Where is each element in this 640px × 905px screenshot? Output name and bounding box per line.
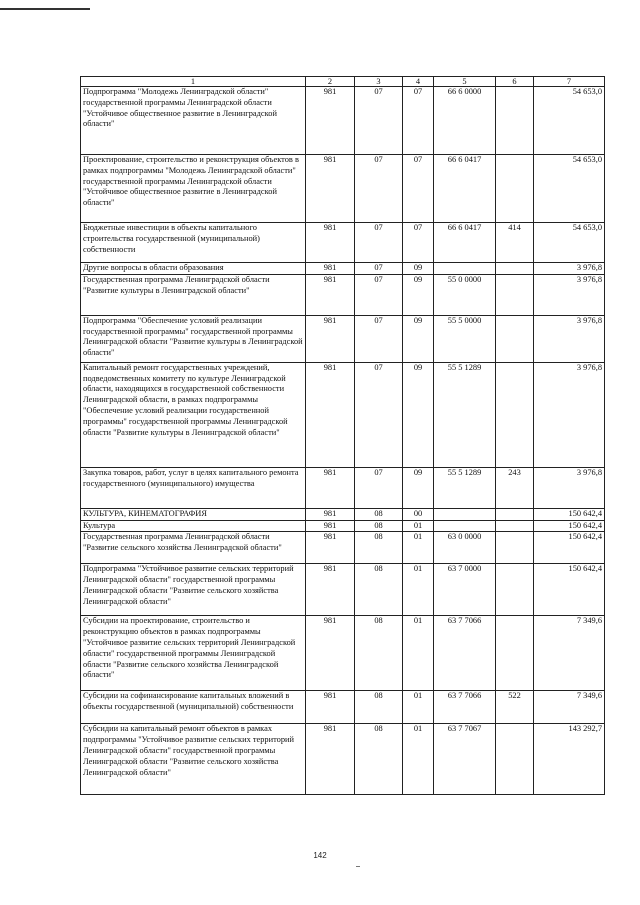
row-amount: 3 976,8 — [534, 274, 605, 315]
row-name: Подпрограмма "Молодежь Ленинградской области" государственной программы Ленинградской области "Устойчивое общественное развитие в Ленинградской области" — [81, 87, 306, 155]
row-expense-type — [496, 274, 534, 315]
row-amount: 3 976,8 — [534, 362, 605, 467]
table-row — [81, 155, 605, 223]
row-name: Субсидии на проектирование, строительство и реконструкцию объектов в рамках подпрограммы "Устойчивое развитие сельских территорий Ленинградской области" государственной программы Ленинградской области "Развитие сельского хозяйства Ленинградской области" — [81, 616, 306, 691]
row-name: Другие вопросы в области образования — [81, 263, 306, 275]
row-subsection: 07 — [403, 223, 434, 263]
row-subsection: 09 — [403, 362, 434, 467]
row-name: Капитальный ремонт государственных учреждений, подведомственных комитету по культуре Ленинградской области, находящихся в государственной собственности Ленинградской области, в рамках подпрограммы "Обеспечение условий реализации государственной программы" государственной программы Ленинградской области "Развитие культуры в Ленинградской области" — [81, 362, 306, 467]
table-row — [81, 691, 605, 724]
row-expense-type: 414 — [496, 223, 534, 263]
row-expense-type: 522 — [496, 691, 534, 724]
table-row — [81, 223, 605, 263]
table-row — [81, 315, 605, 362]
row-subsection: 01 — [403, 532, 434, 564]
row-target-article: 63 7 0000 — [434, 564, 496, 616]
table-row — [81, 724, 605, 795]
row-admin-code: 981 — [306, 467, 355, 508]
row-expense-type — [496, 87, 534, 155]
row-admin-code: 981 — [306, 274, 355, 315]
row-target-article: 63 0 0000 — [434, 532, 496, 564]
row-target-article: 55 0 0000 — [434, 274, 496, 315]
row-section: 08 — [355, 532, 403, 564]
row-amount: 7 349,6 — [534, 691, 605, 724]
row-section: 07 — [355, 274, 403, 315]
row-admin-code: 981 — [306, 564, 355, 616]
row-expense-type — [496, 362, 534, 467]
row-amount: 7 349,6 — [534, 616, 605, 691]
row-admin-code: 981 — [306, 691, 355, 724]
header-col-5: 5 — [434, 77, 496, 87]
row-subsection: 09 — [403, 315, 434, 362]
row-expense-type — [496, 564, 534, 616]
row-subsection: 00 — [403, 508, 434, 520]
row-subsection: 09 — [403, 467, 434, 508]
row-expense-type — [496, 508, 534, 520]
row-amount: 150 642,4 — [534, 520, 605, 532]
row-admin-code: 981 — [306, 616, 355, 691]
row-subsection: 09 — [403, 263, 434, 275]
row-section: 08 — [355, 564, 403, 616]
row-amount: 3 976,8 — [534, 467, 605, 508]
header-col-1: 1 — [81, 77, 306, 87]
row-section: 07 — [355, 87, 403, 155]
row-amount: 143 292,7 — [534, 724, 605, 795]
scan-edge-line — [0, 8, 90, 10]
row-name: Проектирование, строительство и реконструкция объектов в рамках подпрограммы "Молодежь Ленинградской области" государственной программы Ленинградской области "Устойчивое общественное развитие в Ленинградской области" — [81, 155, 306, 223]
table-row — [81, 520, 605, 532]
row-admin-code: 981 — [306, 520, 355, 532]
row-target-article: 55 5 1289 — [434, 467, 496, 508]
row-target-article: 63 7 7066 — [434, 691, 496, 724]
page-number: 142 — [313, 851, 327, 860]
row-amount: 54 653,0 — [534, 155, 605, 223]
table-row — [81, 362, 605, 467]
row-expense-type: 243 — [496, 467, 534, 508]
table-row — [81, 508, 605, 520]
table-row — [81, 467, 605, 508]
row-target-article — [434, 520, 496, 532]
row-subsection: 01 — [403, 724, 434, 795]
row-name: Субсидии на софинансирование капитальных вложений в объекты государственной (муниципальной) собственности — [81, 691, 306, 724]
table-row — [81, 263, 605, 275]
row-subsection: 01 — [403, 691, 434, 724]
row-expense-type — [496, 155, 534, 223]
table-row — [81, 532, 605, 564]
row-amount: 54 653,0 — [534, 87, 605, 155]
row-amount: 3 976,8 — [534, 263, 605, 275]
row-target-article: 55 5 1289 — [434, 362, 496, 467]
row-section: 07 — [355, 155, 403, 223]
row-section: 07 — [355, 467, 403, 508]
row-name: Субсидии на капитальный ремонт объектов в рамках подпрограммы "Устойчивое развитие сельских территорий Ленинградской области" государственной программы Ленинградской области "Развитие сельского хозяйства Ленинградской области" — [81, 724, 306, 795]
row-amount: 3 976,8 — [534, 315, 605, 362]
row-admin-code: 981 — [306, 223, 355, 263]
row-admin-code: 981 — [306, 362, 355, 467]
row-section: 08 — [355, 616, 403, 691]
row-expense-type — [496, 532, 534, 564]
header-col-7: 7 — [534, 77, 605, 87]
row-subsection: 07 — [403, 87, 434, 155]
row-subsection: 01 — [403, 520, 434, 532]
row-admin-code: 981 — [306, 263, 355, 275]
row-section: 07 — [355, 362, 403, 467]
row-section: 08 — [355, 691, 403, 724]
row-admin-code: 981 — [306, 532, 355, 564]
row-expense-type — [496, 520, 534, 532]
row-expense-type — [496, 315, 534, 362]
row-admin-code: 981 — [306, 155, 355, 223]
row-amount: 150 642,4 — [534, 532, 605, 564]
row-name: КУЛЬТУРА, КИНЕМАТОГРАФИЯ — [81, 508, 306, 520]
header-col-2: 2 — [306, 77, 355, 87]
row-section: 07 — [355, 223, 403, 263]
header-col-3: 3 — [355, 77, 403, 87]
table-row — [81, 564, 605, 616]
row-section: 07 — [355, 315, 403, 362]
row-subsection: 01 — [403, 564, 434, 616]
row-section: 08 — [355, 520, 403, 532]
header-row — [81, 77, 605, 87]
row-name: Подпрограмма "Обеспечение условий реализации государственной программы" государственной программы Ленинградской области "Развитие культуры в Ленинградской области" — [81, 315, 306, 362]
header-col-6: 6 — [496, 77, 534, 87]
row-section: 07 — [355, 263, 403, 275]
row-admin-code: 981 — [306, 87, 355, 155]
scan-speck — [356, 866, 360, 867]
row-name: Бюджетные инвестиции в объекты капитального строительства государственной (муниципальной) собственности — [81, 223, 306, 263]
row-name: Подпрограмма "Устойчивое развитие сельских территорий Ленинградской области" государственной программы Ленинградской области "Развитие сельского хозяйства Ленинградской области" — [81, 564, 306, 616]
row-expense-type — [496, 263, 534, 275]
row-name: Культура — [81, 520, 306, 532]
row-admin-code: 981 — [306, 508, 355, 520]
row-admin-code: 981 — [306, 315, 355, 362]
row-amount: 54 653,0 — [534, 223, 605, 263]
row-name: Закупка товаров, работ, услуг в целях капитального ремонта государственного (муниципального) имущества — [81, 467, 306, 508]
header-col-4: 4 — [403, 77, 434, 87]
row-expense-type — [496, 616, 534, 691]
table-row — [81, 616, 605, 691]
row-target-article: 63 7 7066 — [434, 616, 496, 691]
row-section: 08 — [355, 508, 403, 520]
row-target-article — [434, 508, 496, 520]
table-row — [81, 87, 605, 155]
row-admin-code: 981 — [306, 724, 355, 795]
row-subsection: 07 — [403, 155, 434, 223]
row-name: Государственная программа Ленинградской области "Развитие культуры в Ленинградской области" — [81, 274, 306, 315]
row-target-article: 55 5 0000 — [434, 315, 496, 362]
row-amount: 150 642,4 — [534, 508, 605, 520]
row-subsection: 09 — [403, 274, 434, 315]
table-row — [81, 274, 605, 315]
row-amount: 150 642,4 — [534, 564, 605, 616]
budget-table — [80, 76, 605, 795]
row-target-article: 63 7 7067 — [434, 724, 496, 795]
row-target-article: 66 6 0417 — [434, 155, 496, 223]
row-name: Государственная программа Ленинградской области "Развитие сельского хозяйства Ленинградской области" — [81, 532, 306, 564]
row-subsection: 01 — [403, 616, 434, 691]
row-target-article — [434, 263, 496, 275]
row-expense-type — [496, 724, 534, 795]
row-target-article: 66 6 0417 — [434, 223, 496, 263]
row-target-article: 66 6 0000 — [434, 87, 496, 155]
row-section: 08 — [355, 724, 403, 795]
